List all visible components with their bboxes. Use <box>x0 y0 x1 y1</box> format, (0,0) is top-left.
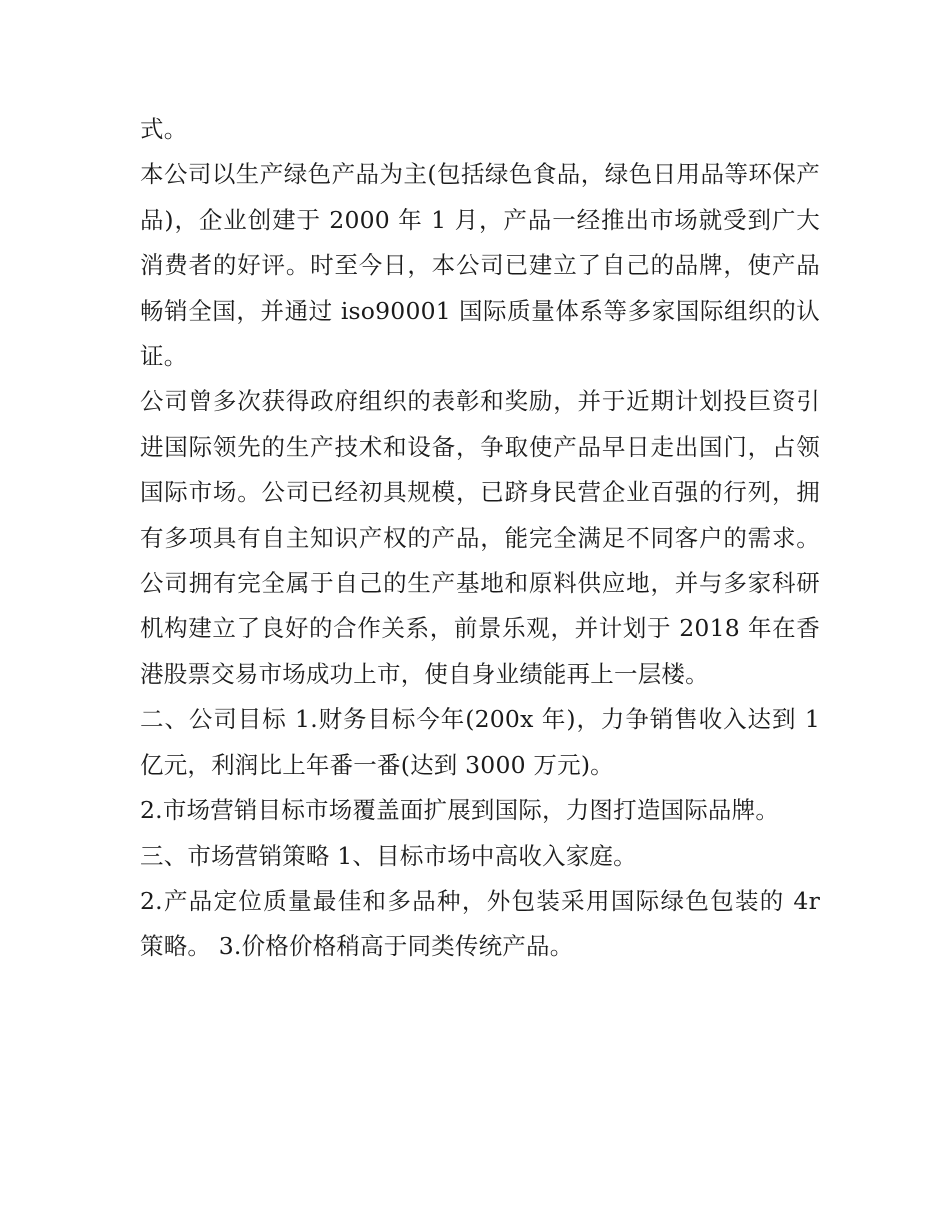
paragraph-company-honors: 公司曾多次获得政府组织的表彰和奖励，并于近期计划投巨资引进国际领先的生产技术和设备，争取使产品早日走出国门，占领国际市场。公司已经初具规模，已跻身民营企业百强的行列，拥有多项具有自主知识产权的产品，能完全满足不同客户的需求。公司拥有完全属于自己的生产基地和原料供应地，并与多家科研机构建立了良好的合作关系，前景乐观，并计划于 2018 年在香港股票交易市场成功上市，使自身业绩能再上一层楼。 <box>140 387 820 688</box>
paragraph-continuation: 式。 <box>140 115 188 143</box>
paragraph-marketing-strategy: 三、市场营销策略 1、目标市场中高收入家庭。 <box>140 841 637 870</box>
paragraph-product-positioning: 2.产品定位质量最佳和多品种，外包装采用国际绿色包装的 4r 策略。 3.价格价格稍高于同类传统产品。 <box>140 886 820 961</box>
document-body <box>140 107 820 970</box>
paragraph-marketing-goal: 2.市场营销目标市场覆盖面扩展到国际，力图打造国际品牌。 <box>140 796 780 825</box>
paragraph-company-goals: 二、公司目标 1.财务目标今年(200x 年)，力争销售收入达到 1 亿元，利润比上年番一番(达到 3000 万元)。 <box>140 705 820 779</box>
paragraph-company-intro: 本公司以生产绿色产品为主(包括绿色食品，绿色日用品等环保产品)，企业创建于 2000 年 1 月，产品一经推出市场就受到广大消费者的好评。时至今日，本公司已建立了自己的品牌，使产品畅销全国，并通过 iso90001 国际质量体系等多家国际组织的认证。 <box>140 160 820 371</box>
